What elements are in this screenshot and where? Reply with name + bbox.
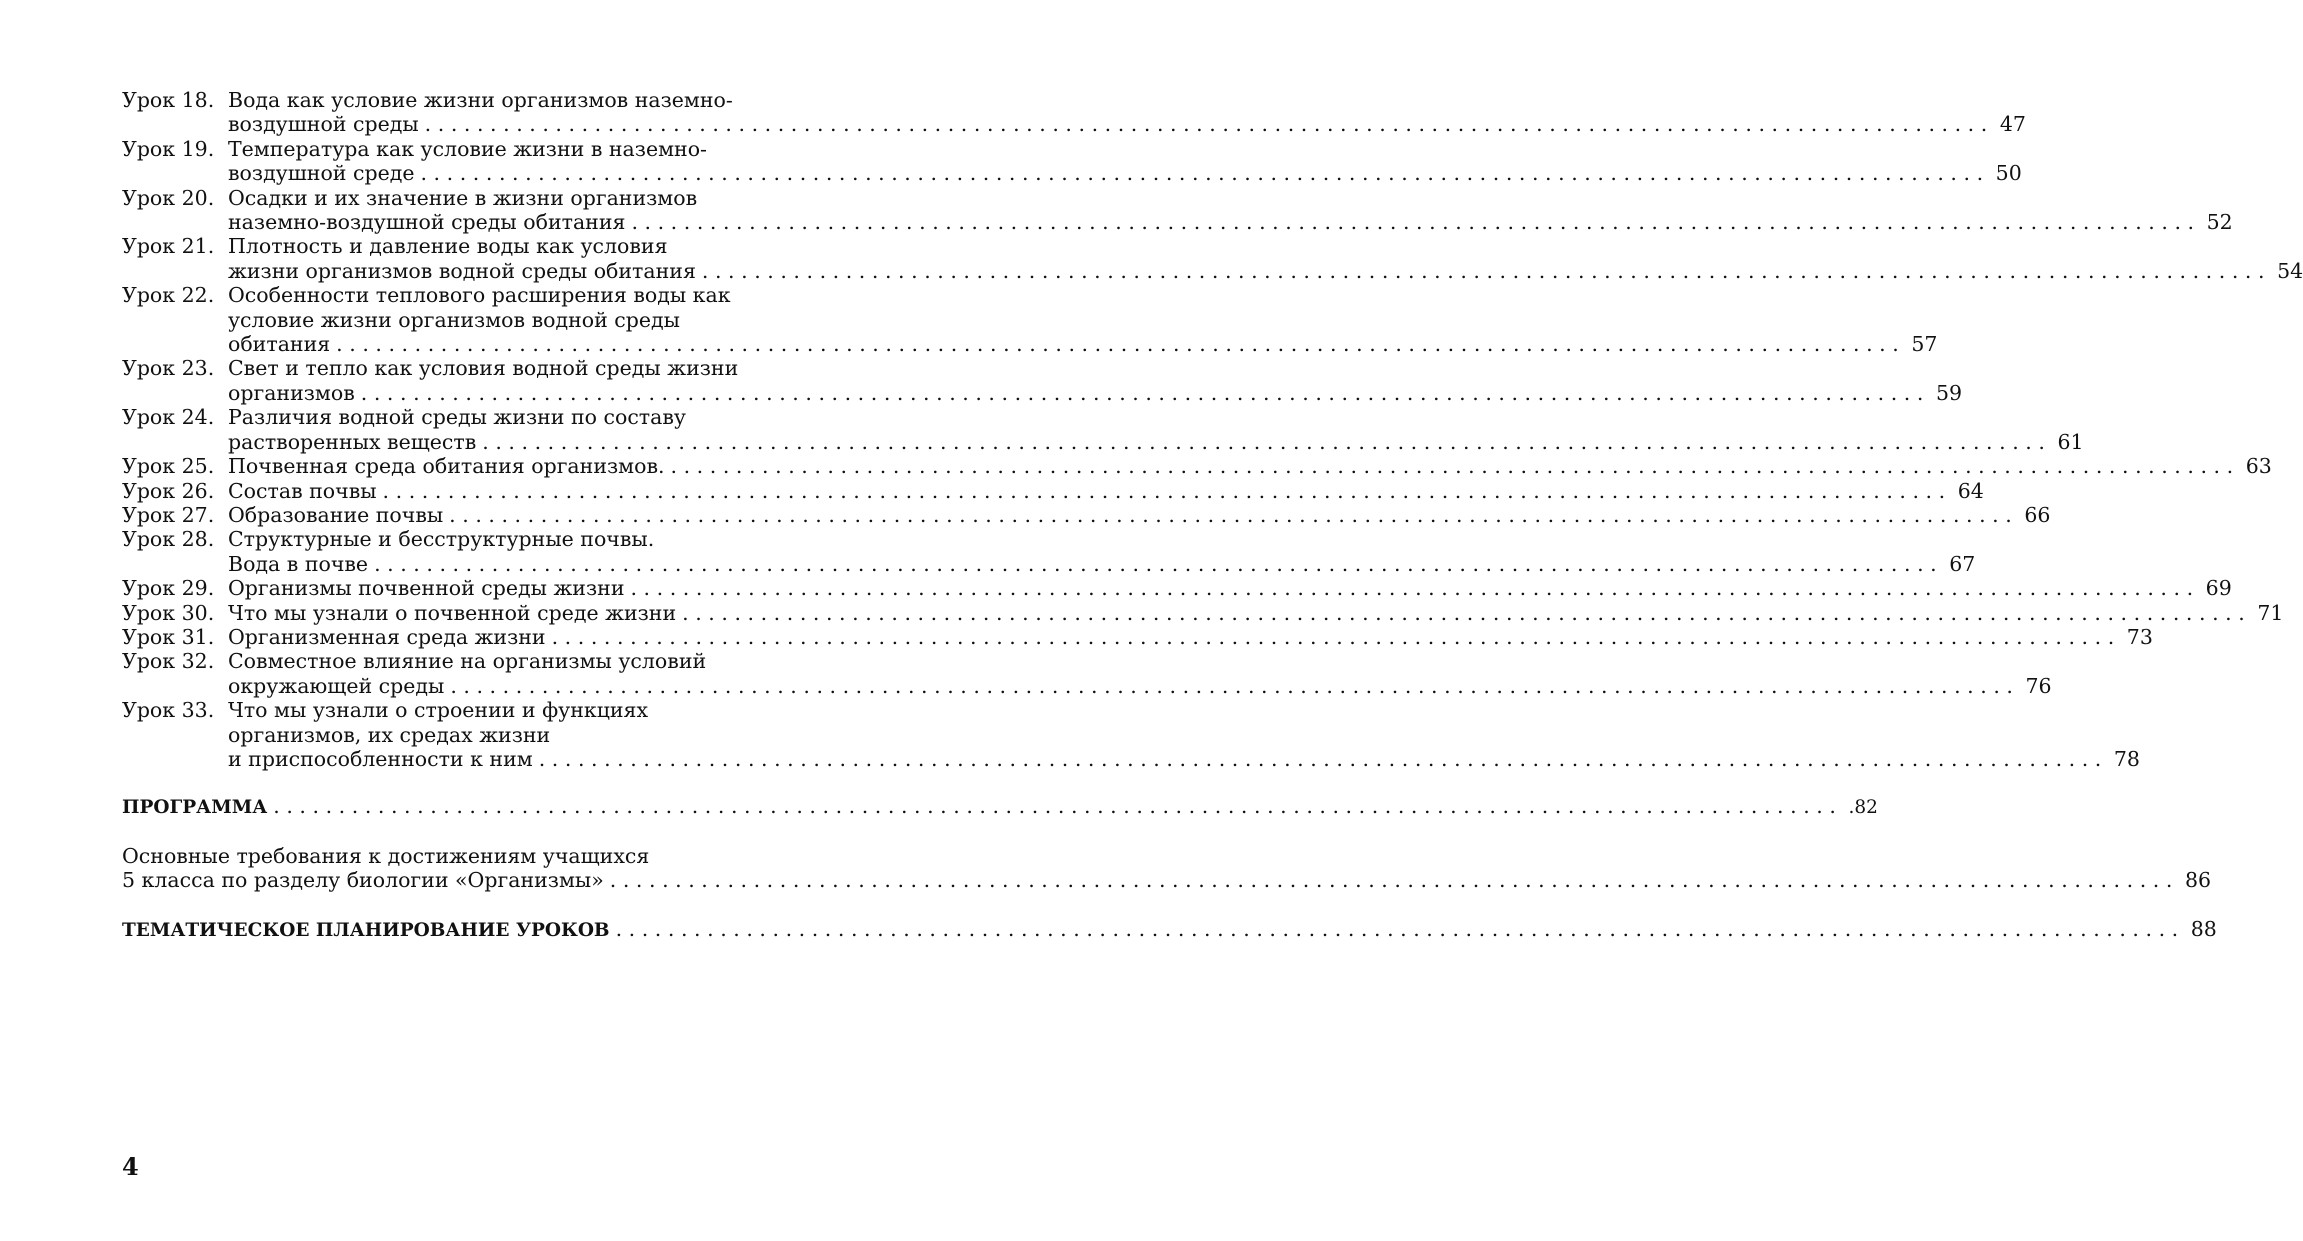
requirements-line-1: Основные требования к достижениям учащихся xyxy=(122,843,650,868)
toc-entry-program[interactable] xyxy=(122,794,1878,820)
lesson-page: 47 xyxy=(1999,112,2026,137)
lessons-list xyxy=(122,88,2303,771)
toc-entry-requirements[interactable] xyxy=(122,843,2212,893)
lesson-title-last-line xyxy=(228,210,2233,235)
lesson-title-last-line xyxy=(228,624,2153,649)
planning-page: 88 xyxy=(2190,916,2217,941)
lesson-number: Урок 22. xyxy=(122,283,215,308)
lesson-title-line: Совместное влияние на организмы условий xyxy=(228,649,707,674)
leader-dots: ........................................................................................................................ xyxy=(682,600,2252,625)
toc-entry-lesson[interactable] xyxy=(122,527,1976,576)
lesson-title xyxy=(228,698,2140,771)
lesson-page: 57 xyxy=(1911,332,1938,357)
lesson-title-line: организмов, их средах жизни xyxy=(228,722,551,747)
lesson-number: Урок 21. xyxy=(122,234,215,259)
lesson-number: Урок 23. xyxy=(122,356,215,381)
planning-title: ТЕМАТИЧЕСКОЕ ПЛАНИРОВАНИЕ УРОКОВ xyxy=(122,919,610,941)
lesson-title-line: Особенности теплового расширения воды как xyxy=(228,283,731,308)
leader-dots: ........................................................................................................................ xyxy=(336,332,1906,357)
lesson-title xyxy=(228,234,2303,283)
lesson-title-line: Свет и тепло как условия водной среды жизни xyxy=(228,356,739,381)
lesson-title-last-line xyxy=(228,502,2051,527)
leader-dots: ........................................................................................................................ xyxy=(450,673,2020,698)
lesson-number: Урок 25. xyxy=(122,454,215,479)
leader-dots: ........................................................................................................................ xyxy=(609,868,2179,893)
lesson-title-text: наземно-воздушной среды обитания xyxy=(228,210,626,235)
lesson-title-text: Организмы почвенной среды жизни xyxy=(228,576,625,601)
leader-dots: ........................................................................................................................ xyxy=(630,576,2200,601)
leader-dots: ........................................................................................................................ xyxy=(449,502,2019,527)
lesson-title-line: условие жизни организмов водной среды xyxy=(228,307,680,332)
lesson-title-text: Состав почвы xyxy=(228,478,377,503)
lesson-page: 69 xyxy=(2205,576,2232,601)
leader-dots: ........................................................................................................................ xyxy=(670,454,2240,479)
lesson-title-text: Организменная среда жизни xyxy=(228,624,546,649)
lesson-number: Урок 32. xyxy=(122,649,215,674)
lesson-title-text: Почвенная среда обитания организмов. xyxy=(228,454,665,479)
toc-entry-lesson[interactable] xyxy=(122,478,1984,503)
lesson-title xyxy=(228,576,2232,601)
leader-dots: ........................................................................................................................ xyxy=(615,916,2185,941)
lesson-number: Урок 31. xyxy=(122,624,215,649)
lesson-title-last-line xyxy=(228,600,2284,625)
lesson-title-text: Образование почвы xyxy=(228,502,444,527)
lesson-title-line: Осадки и их значение в жизни организмов xyxy=(228,185,698,210)
requirements-line-2-text: 5 класса по разделу биологии «Организмы» xyxy=(122,868,604,893)
toc-entry-lesson[interactable] xyxy=(122,283,1938,357)
lesson-title-last-line xyxy=(228,429,2084,454)
lesson-title-last-line xyxy=(228,746,2140,771)
lesson-page: 71 xyxy=(2257,600,2284,625)
lesson-number: Урок 24. xyxy=(122,405,215,430)
lesson-page: 66 xyxy=(2024,502,2051,527)
lesson-title-text: окружающей среды xyxy=(228,673,445,698)
lesson-title xyxy=(228,649,2052,698)
lesson-title-text: Что мы узнали о почвенной среде жизни xyxy=(228,600,677,625)
leader-dots: ........................................................................................................................ xyxy=(701,258,2272,283)
lesson-page: 54 xyxy=(2277,258,2303,283)
lesson-number: Урок 29. xyxy=(122,576,215,601)
lesson-page: 63 xyxy=(2245,454,2272,479)
lesson-page: 50 xyxy=(1995,161,2022,186)
lesson-title xyxy=(228,502,2051,527)
lesson-title-line: Структурные и бесструктурные почвы. xyxy=(228,527,655,552)
requirements-line-2 xyxy=(122,868,2212,893)
lesson-number: Урок 20. xyxy=(122,185,215,210)
program-line xyxy=(122,794,1878,820)
leader-dots: ........................................................................................................................ xyxy=(273,794,1843,819)
lesson-title xyxy=(228,283,1938,357)
leader-dots: ........................................................................................................................ xyxy=(538,746,2108,771)
leader-dots: ........................................................................................................................ xyxy=(551,624,2121,649)
lesson-title xyxy=(228,356,1963,405)
toc-entry-lesson[interactable] xyxy=(122,649,2052,698)
toc-entry-lesson[interactable] xyxy=(122,624,2153,649)
planning-line xyxy=(122,916,2217,943)
lesson-page: 61 xyxy=(2057,429,2084,454)
table-of-contents xyxy=(122,88,2303,943)
lesson-title-line: Различия водной среды жизни по составу xyxy=(228,405,686,430)
lesson-title xyxy=(228,624,2153,649)
lesson-number: Урок 33. xyxy=(122,698,215,723)
lesson-title xyxy=(228,88,2026,137)
toc-entry-lesson[interactable] xyxy=(122,502,2051,527)
leader-dots: ........................................................................................................................ xyxy=(374,551,1944,576)
lesson-title-text: воздушной среды xyxy=(228,112,419,137)
lesson-title-line: Что мы узнали о строении и функциях xyxy=(228,698,649,723)
lesson-title-last-line xyxy=(228,454,2272,479)
toc-entry-lesson[interactable] xyxy=(122,454,2272,479)
requirements-page: 86 xyxy=(2184,868,2212,893)
program-title: ПРОГРАММА xyxy=(122,797,268,819)
lesson-title-text: организмов xyxy=(228,380,355,405)
lesson-page: 64 xyxy=(1957,478,1984,503)
lesson-title-last-line xyxy=(228,161,2022,186)
lesson-title-text: жизни организмов водной среды обитания xyxy=(228,258,696,283)
leader-dots: ........................................................................................................................ xyxy=(420,161,1990,186)
lesson-page: 73 xyxy=(2126,624,2153,649)
lesson-title-line: Плотность и давление воды как условия xyxy=(228,234,668,259)
lesson-title xyxy=(228,527,1976,576)
lesson-title-text: обитания xyxy=(228,332,331,357)
lesson-page: 59 xyxy=(1935,380,1963,405)
lesson-title-last-line xyxy=(228,478,1984,503)
leader-dots: ........................................................................................................................ xyxy=(360,380,1930,405)
toc-entry-planning[interactable] xyxy=(122,916,2217,943)
toc-entry-lesson[interactable] xyxy=(122,356,1963,405)
toc-entry-lesson[interactable] xyxy=(122,234,2303,283)
toc-entry-lesson[interactable] xyxy=(122,185,2233,235)
lesson-title-last-line xyxy=(228,673,2052,698)
toc-entry-lesson[interactable] xyxy=(122,600,2284,625)
lesson-title-last-line xyxy=(228,332,1938,357)
lesson-number: Урок 26. xyxy=(122,478,215,503)
leader-dots: ........................................................................................................................ xyxy=(631,210,2201,235)
lesson-title-text: растворенных веществ xyxy=(228,429,477,454)
toc-entry-lesson[interactable] xyxy=(122,698,2140,771)
lesson-page: 76 xyxy=(2025,673,2052,698)
program-page: .82 xyxy=(1848,797,1878,819)
lesson-title xyxy=(228,600,2284,625)
toc-entry-lesson[interactable] xyxy=(122,576,2232,601)
leader-dots: ........................................................................................................................ xyxy=(382,478,1952,503)
lesson-title xyxy=(228,454,2272,479)
lesson-title-last-line xyxy=(228,258,2303,283)
lesson-page: 78 xyxy=(2113,746,2140,771)
lesson-page: 67 xyxy=(1949,551,1976,576)
lesson-title xyxy=(228,136,2022,186)
leader-dots: ........................................................................................................................ xyxy=(482,429,2052,454)
lesson-title-last-line xyxy=(228,112,2026,137)
lesson-title-line: Вода как условие жизни организмов наземно- xyxy=(228,88,733,112)
leader-dots: ........................................................................................................................ xyxy=(424,112,1994,137)
lesson-number: Урок 27. xyxy=(122,502,215,527)
toc-entry-lesson[interactable] xyxy=(122,136,2022,186)
lesson-number: Урок 30. xyxy=(122,600,215,625)
lesson-title-text: воздушной среде xyxy=(228,161,415,186)
lesson-number: Урок 18. xyxy=(122,88,215,112)
lesson-title xyxy=(228,478,1984,503)
lesson-title xyxy=(228,185,2233,235)
lesson-title-text: и приспособленности к ним xyxy=(228,746,533,771)
toc-entry-lesson[interactable] xyxy=(122,88,2026,137)
lesson-title-last-line xyxy=(228,380,1963,405)
lesson-title-line: Температура как условие жизни в наземно- xyxy=(228,136,707,161)
lesson-title-last-line xyxy=(228,576,2232,601)
lesson-page: 52 xyxy=(2206,210,2233,235)
toc-entry-lesson[interactable] xyxy=(122,405,2084,454)
lesson-number: Урок 28. xyxy=(122,527,215,552)
lesson-title-last-line xyxy=(228,551,1976,576)
page-number: 4 xyxy=(122,1152,139,1181)
lesson-number: Урок 19. xyxy=(122,136,215,161)
lesson-title xyxy=(228,405,2084,454)
lesson-title-text: Вода в почве xyxy=(228,551,369,576)
